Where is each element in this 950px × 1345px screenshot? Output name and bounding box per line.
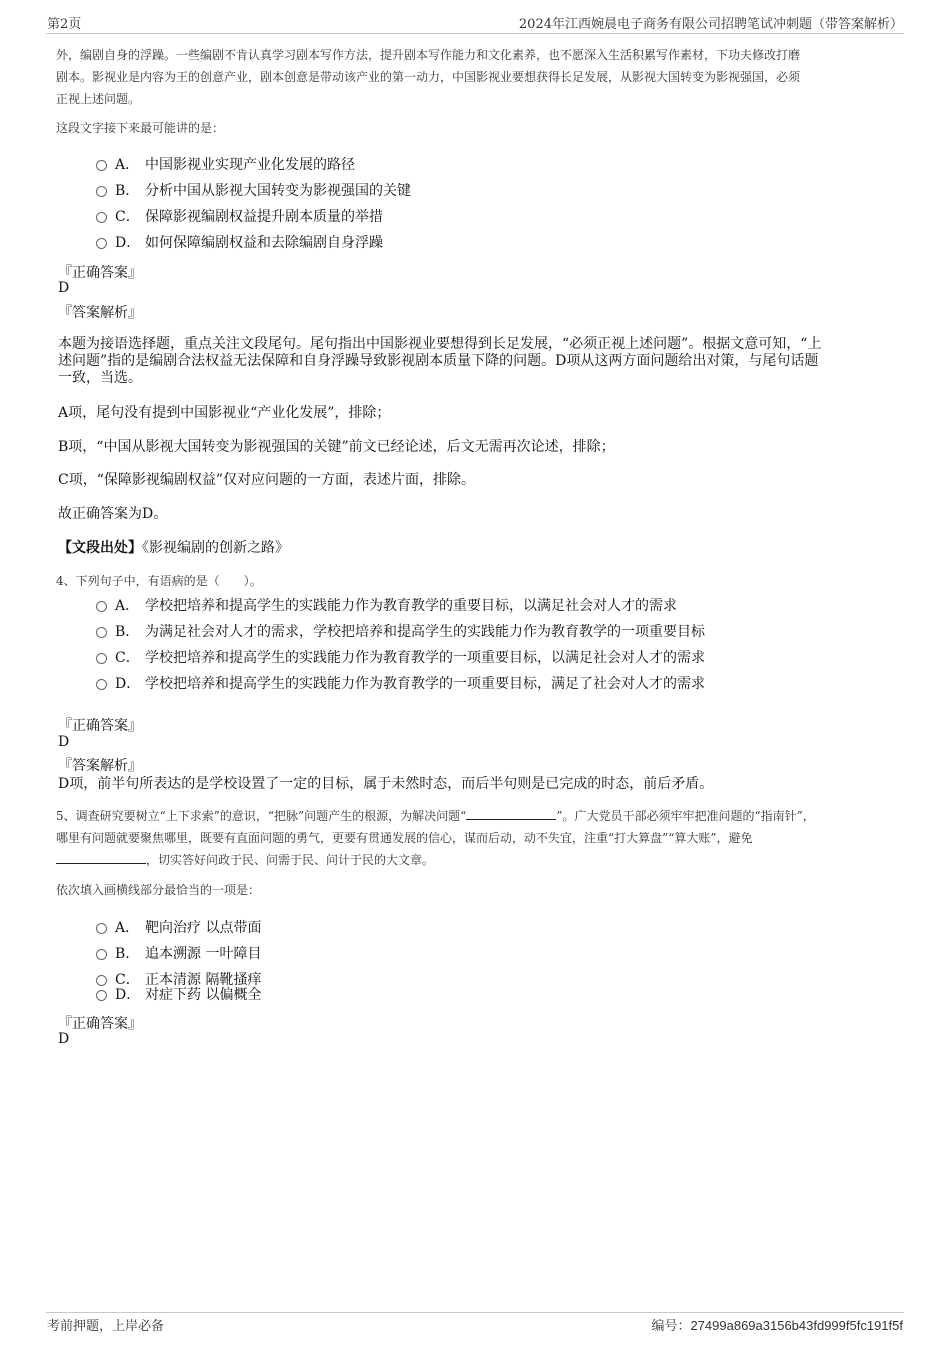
question-prompt: 这段文字接下来最可能讲的是：: [56, 121, 225, 135]
fill-blank-1: [466, 809, 556, 820]
q4-answer-label: 『正确答案』: [58, 718, 142, 734]
q4-option-a[interactable]: A． 学校把培养和提高学生的实践能力作为教育教学的重要目标，以满足社会对人才的需求: [96, 595, 677, 617]
q3-option-c[interactable]: C． 保障影视编剧权益提升剧本质量的举措: [96, 206, 383, 228]
footer-divider: [46, 1312, 904, 1313]
radio-icon[interactable]: [96, 679, 107, 690]
q3-analysis-label: 『答案解析』: [58, 305, 142, 321]
q5-option-d[interactable]: D． 对症下药 以偏概全: [96, 984, 261, 1006]
q3-option-a[interactable]: A． 中国影视业实现产业化发展的路径: [96, 154, 355, 176]
document-code: 编号：27499a869a3156b43fd999f5fc191f5f: [651, 1318, 903, 1334]
q3-note-a: A项，尾句没有提到中国影视业“产业化发展”，排除；: [58, 405, 391, 421]
q5-option-c[interactable]: C． 正本清源 隔靴搔痒: [96, 969, 261, 991]
page-number: 第2页: [47, 17, 82, 32]
q5-stem: 5、调查研究要树立“上下求索”的意识，“把脉”问题产生的根源，为解决问题“ ”。广大党员干部必须牢牢把准问题的“指南针”， 哪里有问题就要聚焦哪里，既要有直面问题的勇气，更要有贯通发展的信心，谋而后动，动不失宜，注重“打大算盘”“算大账”，避免 ，切实答好问政于民、问需于民、问计于民的大文章。: [56, 809, 815, 867]
passage-text: 外，编剧自身的浮躁。一些编剧不肯认真学习剧本写作方法，提升剧本写作能力和文化素养，也不愿深入生活积累写作素材，下功夫修改打磨 剧本。影视业是内容为王的创意产业，剧本创意是带动该产业的第一动力，中国影视业要想获得长足发展，从影视大国转变为影视强国，必须 正视上述问题。: [56, 48, 801, 106]
q3-answer-label: 『正确答案』: [58, 265, 142, 281]
q5-option-b[interactable]: B． 追本溯源 一叶障目: [96, 943, 261, 965]
header-divider: [46, 33, 904, 34]
radio-icon[interactable]: [96, 990, 107, 1001]
q4-analysis-label: 『答案解析』: [58, 758, 142, 774]
q3-source: 【文段出处】《影视编剧的创新之路》: [58, 540, 289, 556]
fill-blank-2: [56, 853, 146, 864]
q3-note-b: B项，“中国从影视大国转变为影视强国的关键”前文已经论述，后文无需再次论述，排除；: [58, 439, 615, 455]
radio-icon[interactable]: [96, 212, 107, 223]
q3-option-d[interactable]: D． 如何保障编剧权益和去除编剧自身浮躁: [96, 232, 383, 254]
q4-analysis: D项，前半句所表达的是学校设置了一定的目标，属于未然时态，而后半句则是已完成的时态，前后矛盾。: [58, 776, 714, 792]
radio-icon[interactable]: [96, 186, 107, 197]
q5-answer-label: 『正确答案』: [58, 1016, 142, 1032]
radio-icon[interactable]: [96, 238, 107, 249]
radio-icon[interactable]: [96, 949, 107, 960]
q4-option-c[interactable]: C． 学校把培养和提高学生的实践能力作为教育教学的一项重要目标，以满足社会对人才的需求: [96, 647, 705, 669]
document-title: 2024年江西婉晨电子商务有限公司招聘笔试冲刺题（带答案解析）: [518, 17, 903, 32]
q3-conclusion: 故正确答案为D。: [58, 506, 168, 522]
q5-answer: D: [58, 1031, 70, 1047]
radio-icon[interactable]: [96, 653, 107, 664]
q4-option-b[interactable]: B． 为满足社会对人才的需求，学校把培养和提高学生的实践能力作为教育教学的一项重要目标: [96, 621, 705, 643]
q5-option-a[interactable]: A． 靶向治疗 以点带面: [96, 917, 261, 939]
q3-answer: D: [58, 280, 70, 296]
q4-answer: D: [58, 734, 70, 750]
radio-icon[interactable]: [96, 923, 107, 934]
q3-analysis: 本题为接语选择题，重点关注文段尾句。尾句指出中国影视业要想得到长足发展，“必须正视上述问题”。根据文意可知，“上 述问题”指的是编剧合法权益无法保障和自身浮躁导致影视剧本质量下降的问题。D项从这两方面问题给出对策，与尾句话题 一致，当选。: [58, 336, 822, 386]
footer-slogan: 考前押题，上岸必备: [47, 1319, 165, 1334]
radio-icon[interactable]: [96, 627, 107, 638]
radio-icon[interactable]: [96, 601, 107, 612]
q4-stem: 4、下列句子中，有语病的是（ ）。: [56, 574, 262, 588]
q3-note-c: C项，“保障影视编剧权益”仅对应问题的一方面，表述片面，排除。: [58, 472, 476, 488]
q3-option-b[interactable]: B． 分析中国从影视大国转变为影视强国的关键: [96, 180, 411, 202]
q4-option-d[interactable]: D． 学校把培养和提高学生的实践能力作为教育教学的一项重要目标，满足了社会对人才的需求: [96, 673, 705, 695]
radio-icon[interactable]: [96, 160, 107, 171]
q5-prompt: 依次填入画横线部分最恰当的一项是：: [56, 883, 261, 897]
